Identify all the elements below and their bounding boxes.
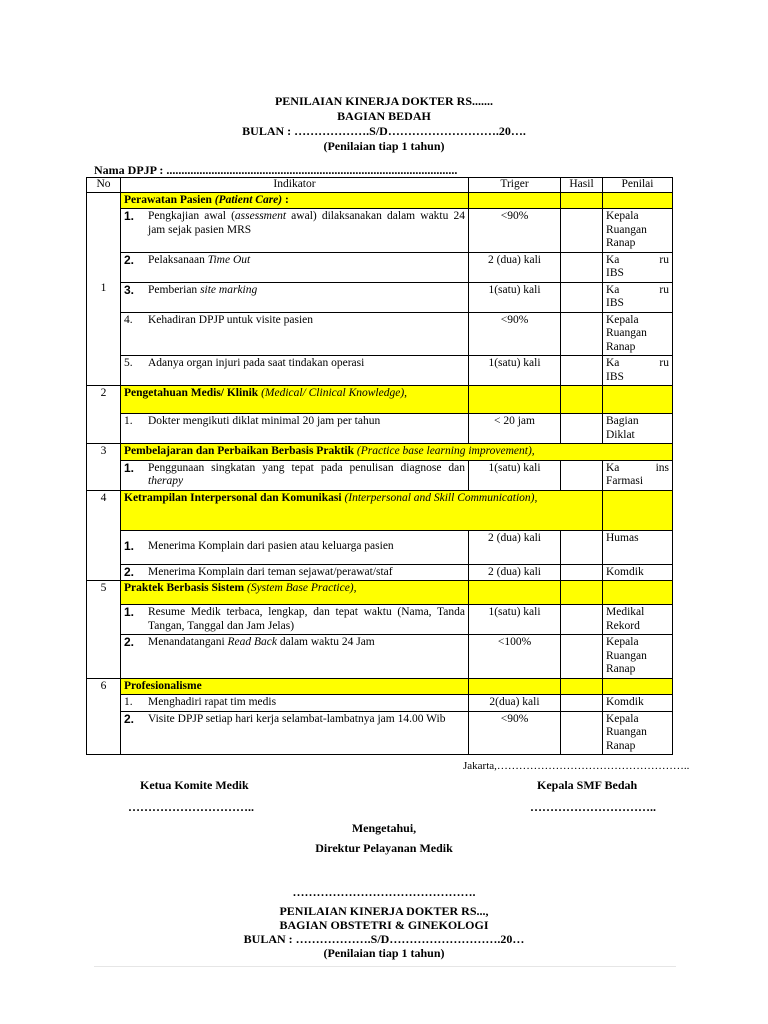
director-signature-line: ………………………………………. [292,885,476,899]
section-fill [469,386,561,414]
signature-city-date: Jakarta,…………………………………………….. [463,760,690,772]
table-row [87,209,673,253]
section-fill [603,490,673,530]
hasil-cell [561,252,603,282]
triger-cell: <90% [469,711,561,755]
next-doc-frequency: (Penilaian tiap 1 tahun) [323,946,445,960]
header-hasil: Hasil [561,178,603,193]
table-row [87,282,673,312]
table-row [87,695,673,712]
table-row [87,605,673,635]
indikator-cell: 2. Pelaksanaan Time Out [121,252,469,282]
indikator-cell: 1. Resume Medik terbaca, lengkap, dan tepat waktu (Nama, Tanda Tangan, Tanggal dan Jam Jelas) [121,605,469,635]
penilai-cell: Ka ru IBS [603,282,673,312]
next-doc-department: BAGIAN OBSTETRI & GINEKOLOGI [279,918,489,932]
page-divider [94,966,676,967]
triger-cell: 1(satu) kali [469,356,561,386]
indikator-cell: 1. Menerima Komplain dari pasien atau keluarga pasien [121,530,469,564]
section-fill [603,192,673,209]
section-number: 3 [87,444,121,491]
indikator-cell: 1. Menghadiri rapat tim medis [121,695,469,712]
indikator-cell: 5. Adanya organ injuri pada saat tindakan operasi [121,356,469,386]
right-signer-title: Kepala SMF Bedah [537,778,638,792]
triger-cell: 2 (dua) kali [469,252,561,282]
section-fill [561,678,603,695]
triger-cell: 2 (dua) kali [469,564,561,581]
section-fill [469,581,561,605]
penilai-cell: Bagian Diklat [603,414,673,444]
hasil-cell [561,695,603,712]
section-fill [603,386,673,414]
next-doc-period: BULAN : ……………….S/D……………………….20… [243,932,525,946]
indikator-cell: 2. Visite DPJP setiap hari kerja selambat-lambatnya jam 14.00 Wib [121,711,469,755]
section-number: 1 [87,192,121,386]
doc-frequency: (Penilaian tiap 1 tahun) [323,139,445,153]
hasil-cell [561,564,603,581]
indikator-cell: 1. Penggunaan singkatan yang tepat pada penulisan diagnose dan therapy [121,460,469,490]
section-fill [561,386,603,414]
triger-cell: <90% [469,209,561,253]
section-row [87,678,673,695]
table-row [87,356,673,386]
penilai-cell: Medikal Rekord [603,605,673,635]
section-row [87,581,673,605]
penilai-cell: Ka ru IBS [603,252,673,282]
penilai-cell: Komdik [603,564,673,581]
table-row [87,312,673,356]
penilai-cell: Kepala Ruangan Ranap [603,209,673,253]
section-row [87,490,673,530]
section-number: 4 [87,490,121,581]
indikator-cell: 2. Menandatangani Read Back dalam waktu 24 Jam [121,635,469,679]
section-title: Profesionalisme [121,678,469,695]
hasil-cell [561,312,603,356]
table-row [87,711,673,755]
penilai-cell: Komdik [603,695,673,712]
table-header-row [87,178,673,193]
table-row [87,460,673,490]
table-row [87,635,673,679]
hasil-cell [561,209,603,253]
section-title: Perawatan Pasien (Patient Care) : [121,192,469,209]
penilai-cell: Kepala Ruangan Ranap [603,711,673,755]
section-title: Pengetahuan Medis/ Klinik (Medical/ Clinical Knowledge), [121,386,469,414]
triger-cell: 1(satu) kali [469,605,561,635]
hasil-cell [561,414,603,444]
section-fill [469,678,561,695]
triger-cell: < 20 jam [469,414,561,444]
hasil-cell [561,356,603,386]
evaluation-table [86,177,673,755]
section-fill [603,678,673,695]
acknowledge-label: Mengetahui, [351,821,417,835]
section-fill [603,581,673,605]
hasil-cell [561,635,603,679]
header-penilai: Penilai [603,178,673,193]
penilai-cell: Humas [603,530,673,564]
section-number: 2 [87,386,121,444]
next-doc-title: PENILAIAN KINERJA DOKTER RS..., [279,904,489,918]
right-signature-line: ………………………….. [530,800,656,814]
section-title: Ketrampilan Interpersonal dan Komunikasi (Interpersonal and Skill Communication), [121,490,603,530]
triger-cell: 2(dua) kali [469,695,561,712]
indikator-cell: 3. Pemberian site marking [121,282,469,312]
triger-cell: <100% [469,635,561,679]
table-row [87,414,673,444]
left-signer-title: Ketua Komite Medik [140,778,249,792]
penilai-cell: Kepala Ruangan Ranap [603,635,673,679]
nama-dpjp-field: Nama DPJP : ................................................................................................. [94,163,458,177]
section-row [87,192,673,209]
penilai-cell: Ka ru IBS [603,356,673,386]
section-row [87,444,673,461]
section-row [87,386,673,414]
section-number: 6 [87,678,121,755]
header-triger: Triger [469,178,561,193]
director-title: Direktur Pelayanan Medik [315,841,453,855]
section-number: 5 [87,581,121,679]
triger-cell: 1(satu) kali [469,460,561,490]
doc-title: PENILAIAN KINERJA DOKTER RS....... [274,94,494,108]
indikator-cell: 1. Pengkajian awal (assessment awal) dilaksanakan dalam waktu 24 jam sejak pasien MRS [121,209,469,253]
section-fill [469,192,561,209]
hasil-cell [561,460,603,490]
indikator-cell: 4. Kehadiran DPJP untuk visite pasien [121,312,469,356]
doc-period: BULAN : ……………….S/D……………………….20…. [242,124,526,138]
header-no: No [87,178,121,193]
table-row [87,564,673,581]
indikator-cell: 2. Menerima Komplain dari teman sejawat/perawat/staf [121,564,469,581]
triger-cell: 1(satu) kali [469,282,561,312]
table-row [87,530,673,564]
table-row [87,252,673,282]
hasil-cell [561,605,603,635]
doc-department: BAGIAN BEDAH [337,109,431,123]
penilai-cell: Kepala Ruangan Ranap [603,312,673,356]
triger-cell: 2 (dua) kali [469,530,561,564]
section-title: Pembelajaran dan Perbaikan Berbasis Praktik (Practice base learning improvement), [121,444,673,461]
hasil-cell [561,530,603,564]
left-signature-line: ………………………….. [128,800,254,814]
section-title: Praktek Berbasis Sistem (System Base Practice), [121,581,469,605]
hasil-cell [561,282,603,312]
hasil-cell [561,711,603,755]
indikator-cell: 1. Dokter mengikuti diklat minimal 20 jam per tahun [121,414,469,444]
header-indikator: Indikator [121,178,469,193]
section-fill [561,192,603,209]
triger-cell: <90% [469,312,561,356]
section-fill [561,581,603,605]
penilai-cell: Ka ins Farmasi [603,460,673,490]
